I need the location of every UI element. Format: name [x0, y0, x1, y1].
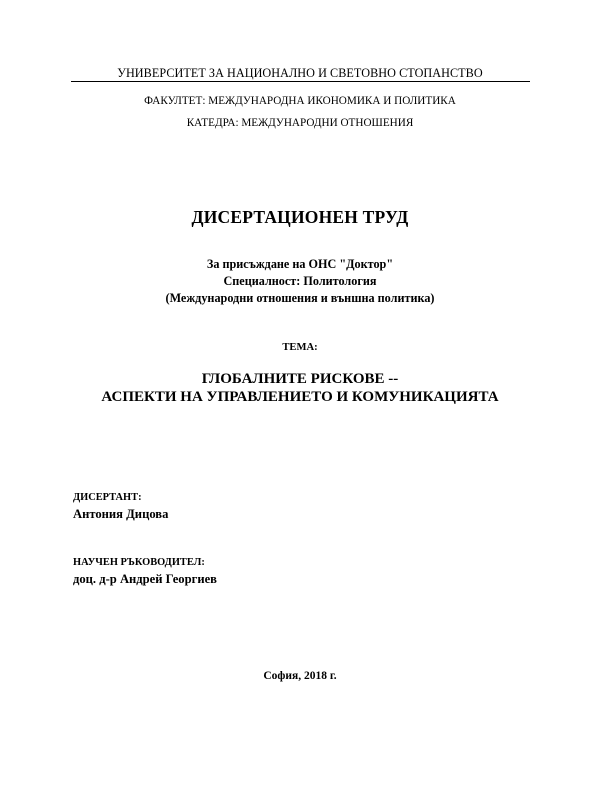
specialty-line: Специалност: Политология — [223, 274, 377, 288]
topic-title — [0, 370, 600, 406]
topic-line-1: ГЛОБАЛНИТЕ РИСКОВЕ -- — [201, 371, 399, 387]
author-name: Антония Дицова — [73, 507, 169, 521]
specialty-detail-line: (Международни отношения и външна политика) — [165, 291, 435, 305]
place-and-date: София, 2018 г. — [263, 670, 337, 682]
topic-line-2: АСПЕКТИ НА УПРАВЛЕНИЕТО И КОМУНИКАЦИЯТА — [101, 389, 499, 405]
author-label: ДИСЕРТАНТ: — [73, 492, 142, 503]
degree-info — [0, 256, 600, 307]
advisor-label: НАУЧЕН РЪКОВОДИТЕЛ: — [73, 557, 205, 568]
header-divider — [71, 81, 530, 82]
topic-label: ТЕМА: — [282, 342, 318, 353]
university-name: УНИВЕРСИТЕТ ЗА НАЦИОНАЛНО И СВЕТОВНО СТОПАНСТВО — [117, 66, 483, 80]
degree-line: За присъждане на ОНС "Доктор" — [206, 257, 394, 271]
advisor-name: доц. д-р Андрей Георгиев — [73, 572, 217, 586]
document-title: ДИСЕРТАЦИОНЕН ТРУД — [191, 207, 409, 227]
faculty-name: ФАКУЛТЕТ: МЕЖДУНАРОДНА ИКОНОМИКА И ПОЛИТИКА — [144, 95, 456, 107]
department-name: КАТЕДРА: МЕЖДУНАРОДНИ ОТНОШЕНИЯ — [186, 117, 414, 129]
